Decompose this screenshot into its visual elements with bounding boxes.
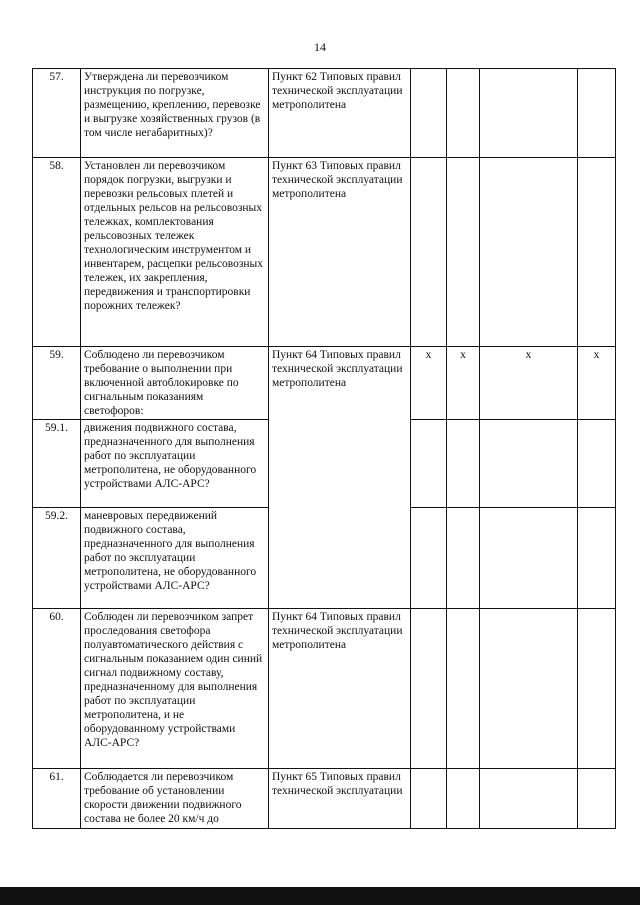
answer-cell-na	[480, 609, 578, 769]
row-question: Утверждена ли перевозчиком инструкция по погрузке, размещению, креплению, перевозке и выгрузке хозяйственных грузов (в том числе негабаритных)?	[81, 69, 269, 158]
row-question: маневровых передвижений подвижного состава, предназначенного для выполнения работ по эксплуатации метрополитена, не оборудованного устройствами АЛС-АРС?	[81, 508, 269, 609]
scan-bottom-edge	[0, 887, 640, 905]
row-reference: Пункт 62 Типовых правил технической эксплуатации метрополитена	[269, 69, 411, 158]
answer-cell-no	[447, 158, 480, 347]
answer-cell-yes	[411, 69, 447, 158]
row-number: 60.	[33, 609, 81, 769]
table-row	[33, 609, 616, 769]
answer-cell-no	[447, 69, 480, 158]
row-question: Соблюден ли перевозчиком запрет проследования светофора полуавтоматического действия с сигнальным показанием один синий сигнал подвижному составу, предназначенному для выполнения работ по эксплуатации метрополитена, и не оборудованному устройствами АЛС-АРС?	[81, 609, 269, 769]
answer-cell-note	[578, 158, 616, 347]
row-question: Соблюдается ли перевозчиком требование об установлении скорости движении подвижного состава не более 20 км/ч до	[81, 769, 269, 829]
row-reference: Пункт 64 Типовых правил технической эксплуатации метрополитена	[269, 347, 411, 609]
answer-cell-na	[480, 508, 578, 609]
row-number: 59.	[33, 347, 81, 420]
answer-mark: x	[447, 347, 480, 420]
answer-cell-no	[447, 420, 480, 508]
answer-cell-no	[447, 609, 480, 769]
row-reference: Пункт 63 Типовых правил технической эксплуатации метрополитена	[269, 158, 411, 347]
answer-mark: x	[411, 347, 447, 420]
table-row	[33, 769, 616, 829]
answer-cell-no	[447, 508, 480, 609]
row-question: Установлен ли перевозчиком порядок погрузки, выгрузки и перевозки рельсовых плетей и отдельных рельсов на рельсовозных тележках, комплектования рельсовозных тележек технологическим инструментом и инвентарем, расцепки рельсовозных тележек, их закрепления, передвижения и транспортировки порожних тележек?	[81, 158, 269, 347]
row-reference: Пункт 65 Типовых правил технической эксплуатации	[269, 769, 411, 829]
row-number: 59.2.	[33, 508, 81, 609]
answer-cell-note	[578, 508, 616, 609]
answer-mark: x	[480, 347, 578, 420]
row-question: движения подвижного состава, предназначенного для выполнения работ по эксплуатации метрополитена, не оборудованного устройствами АЛС-АРС?	[81, 420, 269, 508]
answer-cell-yes	[411, 508, 447, 609]
table-row	[33, 158, 616, 347]
answer-cell-note	[578, 69, 616, 158]
answer-cell-note	[578, 420, 616, 508]
row-reference: Пункт 64 Типовых правил технической эксплуатации метрополитена	[269, 609, 411, 769]
answer-cell-yes	[411, 158, 447, 347]
answer-cell-no	[447, 769, 480, 829]
answer-cell-na	[480, 769, 578, 829]
answer-cell-note	[578, 609, 616, 769]
answer-cell-yes	[411, 769, 447, 829]
answer-cell-yes	[411, 420, 447, 508]
answer-cell-na	[480, 69, 578, 158]
row-number: 57.	[33, 69, 81, 158]
row-number: 58.	[33, 158, 81, 347]
table-row	[33, 347, 616, 420]
answer-mark: x	[578, 347, 616, 420]
answer-cell-note	[578, 769, 616, 829]
checklist-table	[32, 68, 616, 829]
page-number: 14	[314, 40, 326, 54]
answer-cell-na	[480, 420, 578, 508]
row-number: 59.1.	[33, 420, 81, 508]
row-number: 61.	[33, 769, 81, 829]
table-row	[33, 69, 616, 158]
answer-cell-yes	[411, 609, 447, 769]
answer-cell-na	[480, 158, 578, 347]
row-question: Соблюдено ли перевозчиком требование о выполнении при включенной автоблокировке по сигнальным показаниям светофоров:	[81, 347, 269, 420]
